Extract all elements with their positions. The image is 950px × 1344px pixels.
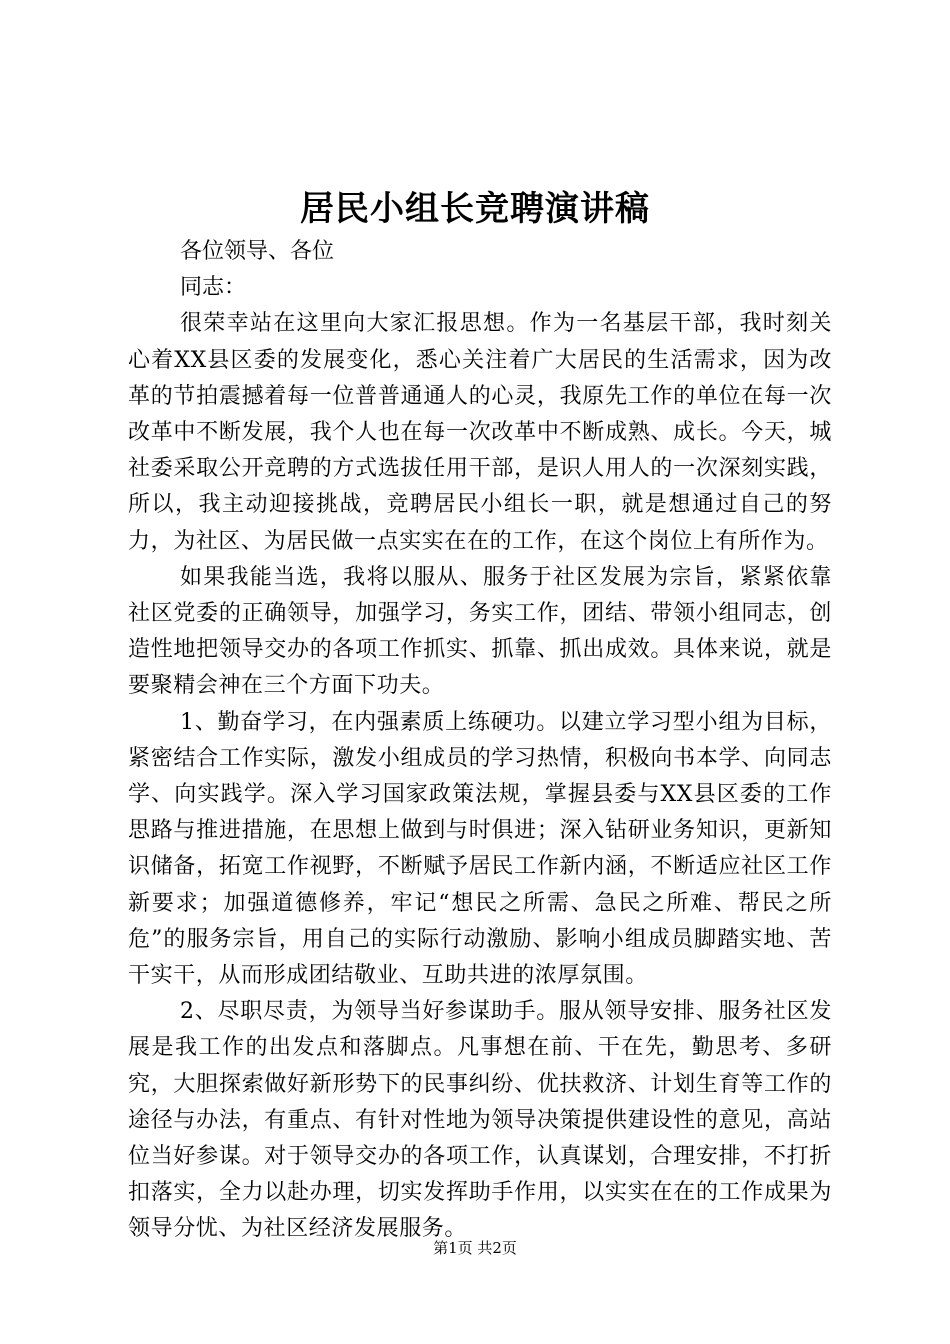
paragraph-point-2: 2、尽职尽责，为领导当好参谋助手。服从领导安排、服务社区发展是我工作的出发点和落脚点。凡事想在前、干在先，勤思考、多研究，大胆探索做好新形势下的民事纠纷、优扶救济、计划生育等工作的途径与办法，有重点、有针对性地为领导决策提供建设性的意见，高站位当好参谋。对于领导交办的各项工作，认真谋划，合理安排，不打折扣落实，全力以赴办理，切实发挥助手作用，以实实在在的工作成果为领导分忧、为社区经济发展服务。 <box>128 999 832 1242</box>
salutation-line-1: 各位领导、各位 <box>180 239 335 264</box>
paragraph-intro: 很荣幸站在这里向大家汇报思想。作为一名基层干部，我时刻关心着XX县区委的发展变化，悉心关注着广大居民的生活需求，因为改革的节拍震撼着每一位普普通通人的心灵，我原先工作的单位在每一次改革中不断发展，我个人也在每一次改革中不断成熟、成长。今天，城社委采取公开竞聘的方式选拔任用干部，是识人用人的一次深刻实践，所以，我主动迎接挑战，竞聘居民小组长一职，就是想通过自己的努力，为社区、为居民做一点实实在在的工作，在这个岗位上有所作为。 <box>128 311 832 554</box>
paragraph-point-1: 1、勤奋学习，在内强素质上练硬功。以建立学习型小组为目标，紧密结合工作实际，激发小组成员的学习热情，积极向书本学、向同志学、向实践学。深入学习国家政策法规，掌握县委与XX县区委的工作思路与推进措施，在思想上做到与时俱进；深入钻研业务知识，更新知识储备，拓宽工作视野，不断赋予居民工作新内涵，不断适应社区工作新要求；加强道德修养，牢记“想民之所需、急民之所难、帮民之所危”的服务宗旨，用自己的实际行动激励、影响小组成员脚踏实地、苦干实干，从而形成团结敬业、互助共进的浓厚氛围。 <box>128 709 832 989</box>
paragraph-pledge: 如果我能当选，我将以服从、服务于社区发展为宗旨，紧紧依靠社区党委的正确领导，加强学习，务实工作，团结、带领小组同志，创造性地把领导交办的各项工作抓实、抓靠、抓出成效。具体来说，就是要聚精会神在三个方面下功夫。 <box>128 564 832 699</box>
document-body <box>128 234 832 1248</box>
page-footer: 第1页 共2页 <box>433 1239 517 1257</box>
salutation-line-2: 同志： <box>180 275 247 301</box>
document-title: 居民小组长竞聘演讲稿 <box>300 189 650 229</box>
